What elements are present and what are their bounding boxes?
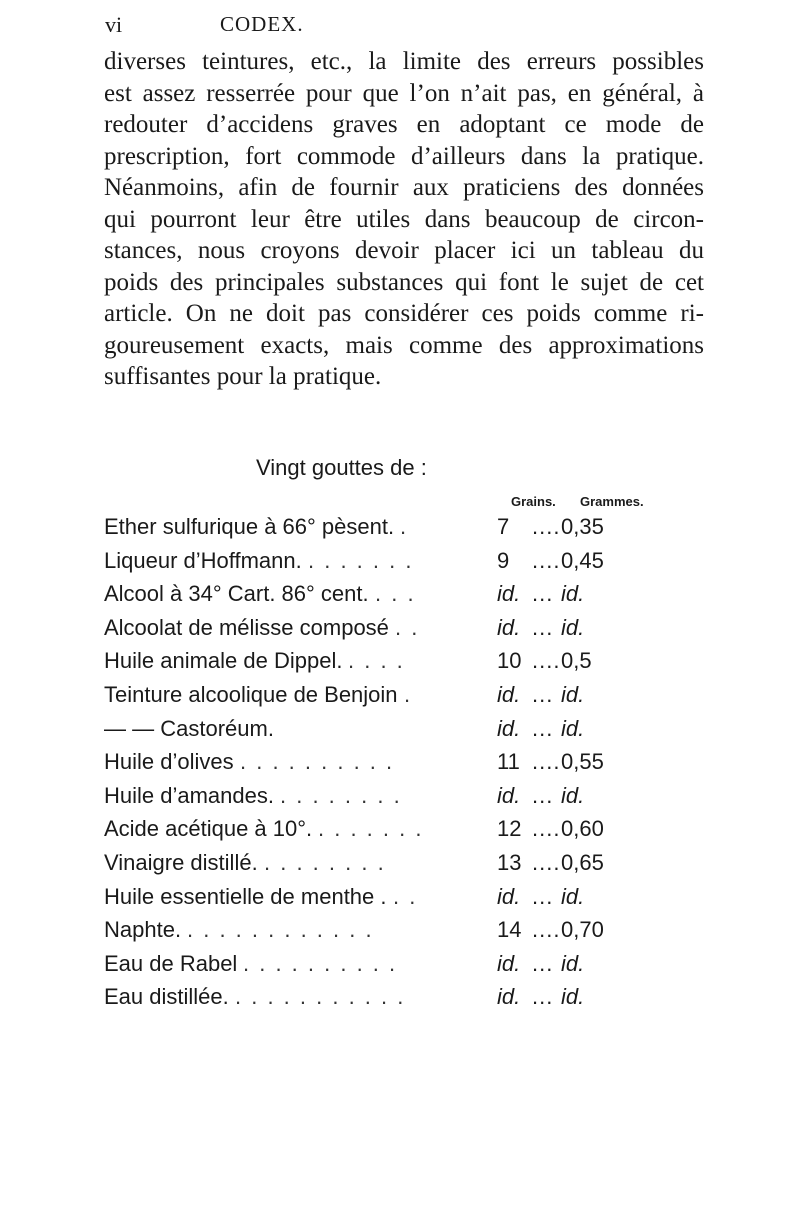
substance-name: Eau de Rabel xyxy=(104,950,238,976)
substance-name: Liqueur d’Hoffmann. xyxy=(104,547,302,573)
value-separator: .... xyxy=(532,816,561,842)
paragraph-line: prescription, fort commode d’ailleurs dans la pratique. xyxy=(104,142,704,170)
leader-dots: . . . . . . . . . . xyxy=(240,749,395,775)
grammes-value: id. xyxy=(561,614,585,640)
value-separator: .... xyxy=(532,648,561,674)
table-row xyxy=(104,514,704,548)
leader-dots: . . . . . . . . xyxy=(264,849,386,875)
table-row xyxy=(104,615,704,649)
grammes-value: 0,60 xyxy=(561,816,604,842)
page-header xyxy=(0,12,801,42)
substance-name: Acide acétique à 10°. xyxy=(104,816,313,842)
value-separator: ... xyxy=(532,984,554,1010)
table-row xyxy=(104,682,704,716)
column-header-grammes: Grammes. xyxy=(580,494,644,509)
value-separator: ... xyxy=(532,681,554,707)
table-row xyxy=(104,548,704,582)
grains-value: 11 xyxy=(497,749,520,775)
grains-value: 10 xyxy=(497,648,522,674)
grains-value: 9 xyxy=(497,547,510,573)
paragraph-line: est assez resserrée pour que l’on n’ait pas, en général, à xyxy=(104,79,704,107)
substance-name: Alcool à 34° Cart. 86° cent. xyxy=(104,581,369,607)
grammes-value: 0,70 xyxy=(561,917,604,943)
paragraph-line: poids des principales substances qui font le sujet de cet xyxy=(104,268,704,296)
leader-dots: . . . . . . . . xyxy=(280,782,402,808)
leader-dots: . . . . . . . . . . . . xyxy=(187,917,374,943)
table-row xyxy=(104,749,704,783)
substance-name: Teinture alcoolique de Benjoin xyxy=(104,681,398,707)
leader-dots: . . xyxy=(395,614,420,640)
table-row xyxy=(104,783,704,817)
table-row xyxy=(104,581,704,615)
table-row xyxy=(104,648,704,682)
grains-value: 13 xyxy=(497,849,522,875)
paragraph-line: diverses teintures, etc., la limite des erreurs possibles xyxy=(104,48,704,75)
paragraph-line: stances, nous croyons devoir placer ici un tableau du xyxy=(104,237,704,264)
leader-dots: . xyxy=(404,681,413,707)
substance-name: — — Castoréum. xyxy=(104,715,274,741)
grains-value: 7 xyxy=(497,514,510,539)
table-row xyxy=(104,816,704,850)
value-separator: ... xyxy=(532,581,554,607)
leader-dots: . . . . . . . . . . xyxy=(243,950,398,976)
substance-name: Huile d’olives xyxy=(104,749,234,775)
value-separator: ... xyxy=(532,883,554,909)
grammes-value: 0,55 xyxy=(561,749,604,775)
body-paragraph xyxy=(104,46,704,393)
grammes-value: id. xyxy=(561,883,585,909)
grains-value: id. xyxy=(497,715,521,741)
leader-dots: . . . . . . . xyxy=(318,816,424,842)
grammes-value: id. xyxy=(561,782,585,808)
paragraph-line: Néanmoins, afin de fournir aux praticiens des données xyxy=(104,174,704,201)
grammes-value: 0,35 xyxy=(561,514,604,539)
page-number: vi xyxy=(105,12,123,37)
substance-name: Alcoolat de mélisse composé xyxy=(104,614,389,640)
grains-value: id. xyxy=(497,782,521,808)
grammes-value: 0,45 xyxy=(561,547,604,573)
grains-value: id. xyxy=(497,614,521,640)
value-separator: .... xyxy=(532,917,561,943)
grains-value: 12 xyxy=(497,816,522,842)
value-separator: .... xyxy=(532,547,561,573)
grammes-value: 0,65 xyxy=(561,849,604,875)
leader-dots: . . . . xyxy=(348,648,405,674)
value-separator: ... xyxy=(532,614,554,640)
grammes-value: id. xyxy=(561,681,585,707)
paragraph-line: redouter d’accidens graves en adoptant ce mode de xyxy=(104,111,704,138)
table-row xyxy=(104,984,704,1018)
substance-name: Huile d’amandes. xyxy=(104,782,274,808)
column-header-grains: Grains. xyxy=(511,494,556,509)
weights-table xyxy=(104,514,704,1018)
substance-name: Huile essentielle de menthe . xyxy=(104,883,387,909)
value-separator: .... xyxy=(532,514,561,539)
value-separator: ... xyxy=(532,950,554,976)
grains-value: id. xyxy=(497,950,521,976)
substance-name: Huile animale de Dippel. xyxy=(104,648,343,674)
grains-value: id. xyxy=(497,883,521,909)
value-separator: ... xyxy=(532,715,554,741)
paragraph-line: article. On ne doit pas considérer ces poids comme ri- xyxy=(104,300,704,327)
grammes-value: id. xyxy=(561,581,585,607)
value-separator: .... xyxy=(532,749,561,775)
leader-dots: . . xyxy=(393,883,418,909)
value-separator: ... xyxy=(532,782,554,808)
grains-value: id. xyxy=(497,681,521,707)
table-row xyxy=(104,884,704,918)
grains-value: id. xyxy=(497,581,521,607)
grammes-value: id. xyxy=(561,950,585,976)
value-separator: .... xyxy=(532,849,561,875)
grammes-value: id. xyxy=(561,984,585,1010)
paragraph-line: qui pourront leur être utiles dans beaucoup de circon- xyxy=(104,205,704,233)
leader-dots: . xyxy=(400,514,409,539)
grains-value: id. xyxy=(497,984,521,1010)
paragraph-line: goureusement exacts, mais comme des approximations xyxy=(104,331,704,359)
substance-name: Eau distillée. xyxy=(104,984,229,1010)
leader-dots: . . . xyxy=(375,581,416,607)
leader-dots: . . . . . . . . . . . xyxy=(235,984,406,1010)
running-title: CODEX. xyxy=(220,12,304,36)
table-row xyxy=(104,716,704,750)
table-row xyxy=(104,850,704,884)
table-row xyxy=(104,917,704,951)
table-intro: Vingt gouttes de : xyxy=(256,455,427,480)
leader-dots: . . . . . . . xyxy=(308,547,414,573)
grammes-value: 0,5 xyxy=(561,648,592,674)
substance-name: Naphte. xyxy=(104,917,182,943)
substance-name: Ether sulfurique à 66° pèsent. xyxy=(104,514,395,539)
table-row xyxy=(104,951,704,985)
grains-value: 14 xyxy=(497,917,522,943)
substance-name: Vinaigre distillé. xyxy=(104,849,258,875)
paragraph-line: suffisantes pour la pratique. xyxy=(104,363,382,390)
grammes-value: id. xyxy=(561,715,585,741)
